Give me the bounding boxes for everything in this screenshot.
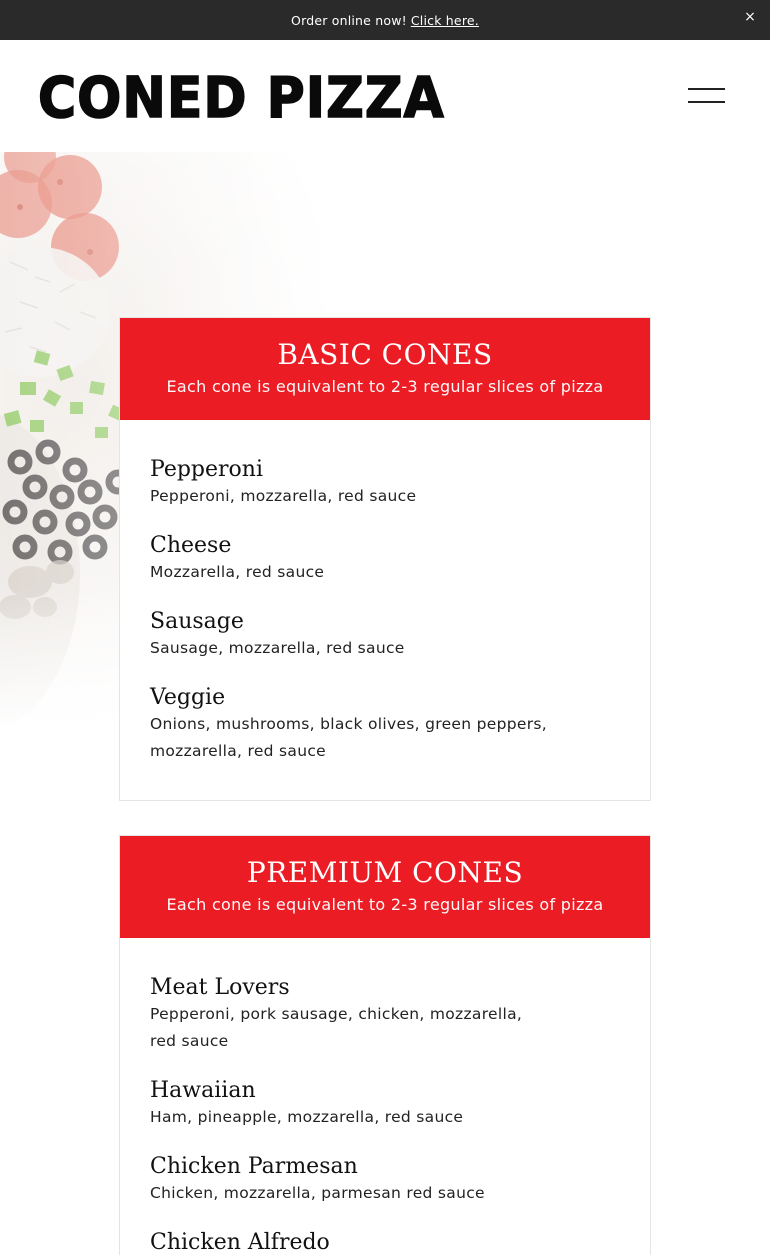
item-name: Veggie xyxy=(150,685,226,710)
menu-item xyxy=(150,532,620,586)
menu-item xyxy=(150,1229,620,1255)
section-subtitle: Each cone is equivalent to 2-3 regular slices of pizza xyxy=(166,895,604,914)
announcement-text: Order online now! xyxy=(291,12,407,28)
item-name: Chicken Alfredo xyxy=(150,1230,330,1255)
hamburger-icon[interactable] xyxy=(688,88,726,106)
basic-cones-card xyxy=(119,317,651,801)
item-name: Cheese xyxy=(150,533,232,558)
section-header xyxy=(120,318,650,420)
item-name: Meat Lovers xyxy=(150,975,290,1000)
item-description: Mozzarella, red sauce xyxy=(150,563,325,581)
order-online-link[interactable]: Click here. xyxy=(410,12,479,28)
section-title: PREMIUM CONES xyxy=(246,856,524,889)
item-description: Pepperoni, pork sausage, chicken, mozzarella, red sauce xyxy=(150,1005,523,1050)
item-description: Sausage, mozzarella, red sauce xyxy=(150,639,405,657)
item-description: Onions, mushrooms, black olives, green peppers, mozzarella, red sauce xyxy=(150,715,547,760)
item-description: Ham, pineapple, mozzarella, red sauce xyxy=(150,1108,464,1126)
item-name: Pepperoni xyxy=(150,457,263,482)
menu-item xyxy=(150,1077,620,1131)
item-description: Pepperoni, mozzarella, red sauce xyxy=(150,487,417,505)
menu-items xyxy=(120,420,650,765)
hamburger-line xyxy=(688,101,725,103)
item-name: Sausage xyxy=(150,609,244,634)
item-name: Chicken Parmesan xyxy=(150,1154,358,1179)
premium-cones-card xyxy=(119,835,651,1255)
menu-item xyxy=(150,1153,620,1207)
section-header xyxy=(120,836,650,938)
menu-item xyxy=(150,456,620,510)
item-name: Hawaiian xyxy=(150,1078,256,1103)
site-header xyxy=(0,40,770,152)
item-description: Chicken, mozzarella, parmesan red sauce xyxy=(150,1184,485,1202)
section-title: BASIC CONES xyxy=(277,338,493,371)
announcement-bar xyxy=(0,0,770,40)
menu-items xyxy=(120,938,650,1255)
close-icon[interactable]: × xyxy=(744,9,756,25)
menu-item xyxy=(150,974,620,1055)
site-logo[interactable]: CONED PIZZA xyxy=(38,66,445,131)
menu-item xyxy=(150,684,620,765)
section-subtitle: Each cone is equivalent to 2-3 regular slices of pizza xyxy=(166,377,604,396)
hamburger-line xyxy=(688,88,725,90)
menu-item xyxy=(150,608,620,662)
